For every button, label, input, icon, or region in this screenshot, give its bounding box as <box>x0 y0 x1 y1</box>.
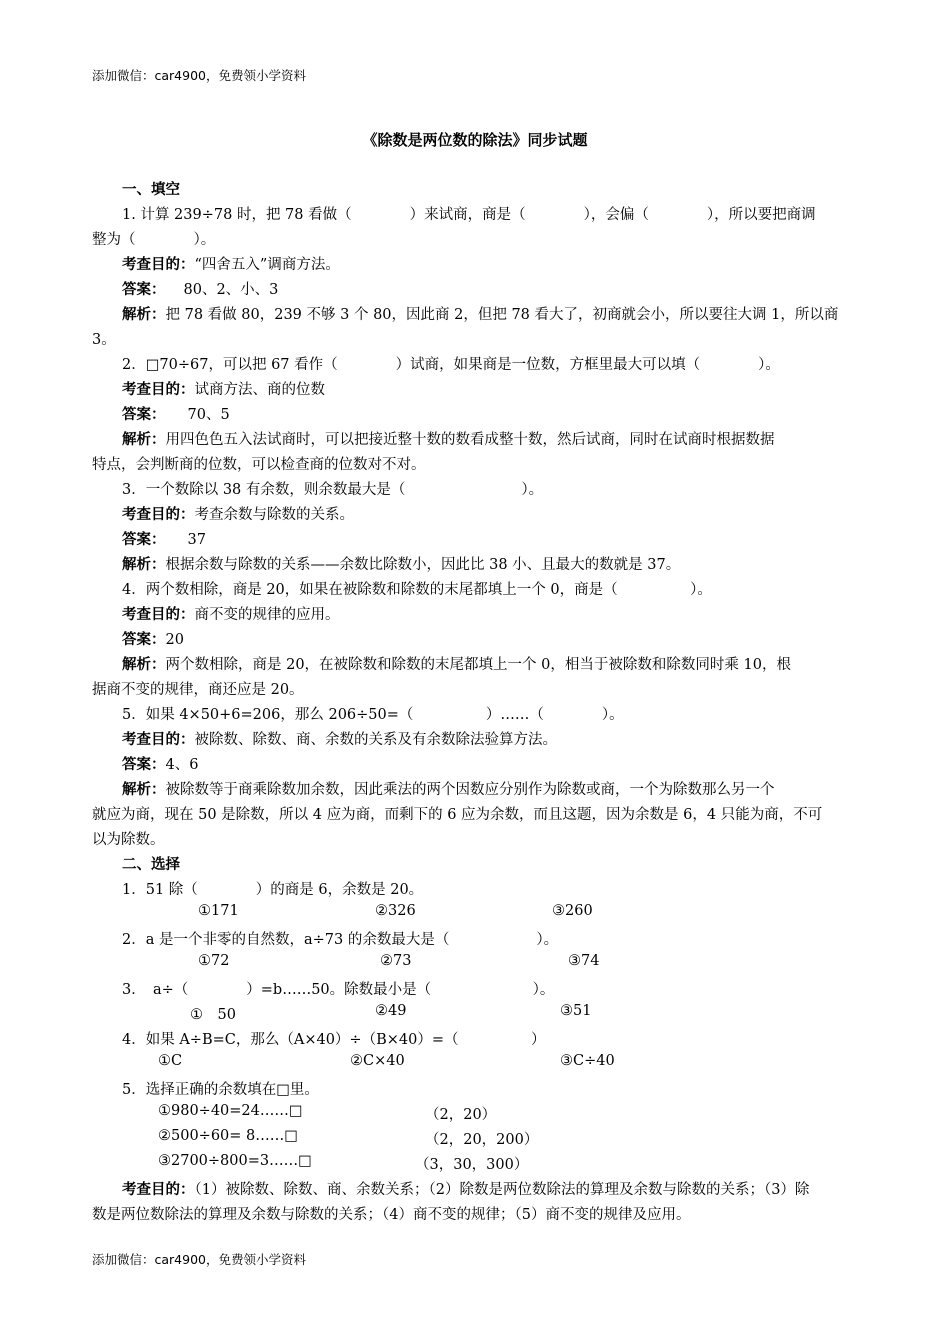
choice-purpose-cont: 数是两位数除法的算理及余数与除数的关系；（4）商不变的规律；（5）商不变的规律及应用。 <box>92 1207 691 1223</box>
answer-text: 37 <box>187 532 206 548</box>
answer-text: 4、6 <box>165 757 199 773</box>
choice-1-option-a: ①171 <box>198 903 239 919</box>
question-2-answer <box>122 403 230 424</box>
purpose-label: 考查目的： <box>122 1182 195 1198</box>
question-2-analysis <box>122 428 775 449</box>
choice-2-option-c: ③74 <box>568 953 600 969</box>
choice-2-option-a: ①72 <box>198 953 230 969</box>
answer-label: 答案： <box>122 532 166 548</box>
answer-label: 答案： <box>122 282 166 298</box>
analysis-text: 把 78 看做 80，239 不够 3 个 80，因此商 2，但把 78 看大了，初商就会小，所以要往大调 1，所以商 <box>165 307 839 323</box>
question-5-purpose <box>122 728 557 749</box>
purpose-text: 商不变的规律的应用。 <box>194 607 340 623</box>
answer-label: 答案： <box>122 407 166 423</box>
question-5-analysis-cont: 就应为商，现在 50 是除数，所以 4 应为商，而剩下的 6 应为余数，而且这题，因为余数是 6，4 只能为商，不可 <box>92 807 823 823</box>
analysis-text: 两个数相除，商是 20，在被除数和除数的末尾都填上一个 0，相当于被除数和除数同时乘 10，根 <box>165 657 791 673</box>
choice-3-option-b: ②49 <box>375 1003 407 1019</box>
purpose-label: 考查目的： <box>122 507 195 523</box>
analysis-text: 根据余数与除数的关系——余数比除数小，因此比 38 小、且最大的数就是 37。 <box>165 557 681 573</box>
question-5-analysis <box>122 778 775 799</box>
choice-1-option-b: ②326 <box>375 903 416 919</box>
choice-4-option-c: ③C÷40 <box>560 1053 615 1069</box>
choice-question-2: 2．a 是一个非零的自然数，a÷73 的余数最大是（ ）。 <box>122 932 559 948</box>
purpose-label: 考查目的： <box>122 607 195 623</box>
choice-5-item-3: ③2700÷800=3……□ <box>158 1153 312 1169</box>
question-3-answer <box>122 528 206 549</box>
question-1-purpose <box>122 253 340 274</box>
choice-question-1: 1．51 除（ ）的商是 6，余数是 20。 <box>122 882 424 898</box>
choice-5-item-1: ①980÷40=24……□ <box>158 1103 303 1119</box>
answer-label: 答案： <box>122 757 166 773</box>
question-2-purpose <box>122 378 325 399</box>
choice-3-option-a: ① 50 <box>190 1007 236 1023</box>
purpose-label: 考查目的： <box>122 257 195 273</box>
analysis-label: 解析： <box>122 782 166 798</box>
analysis-label: 解析： <box>122 557 166 573</box>
choice-4-option-a: ①C <box>158 1053 183 1069</box>
question-5-answer <box>122 753 198 774</box>
purpose-text: “四舍五入”调商方法。 <box>194 257 340 273</box>
question-1-line1: 1. 计算 239÷78 时，把 78 看做（ ）来试商，商是（ ），会偏（ ），所以要把商调 <box>122 207 816 223</box>
question-4-line1: 4．两个数相除，商是 20，如果在被除数和除数的末尾都填上一个 0，商是（ ）。 <box>122 582 712 598</box>
question-1-analysis <box>122 303 838 324</box>
purpose-text: 考查余数与除数的关系。 <box>194 507 354 523</box>
answer-text: 20 <box>165 632 184 648</box>
section-fill-blank-heading: 一、填空 <box>122 182 180 198</box>
question-5-line1: 5．如果 4×50+6=206，那么 206÷50=（ ）……（ ）。 <box>122 707 624 723</box>
analysis-label: 解析： <box>122 657 166 673</box>
question-4-analysis-cont: 据商不变的规律，商还应是 20。 <box>92 682 304 698</box>
question-1-analysis-cont: 3。 <box>92 332 116 348</box>
choice-question-3: 3． a÷（ ）=b……50。除数最小是（ ）。 <box>122 982 555 998</box>
purpose-label: 考查目的： <box>122 732 195 748</box>
choice-question-5: 5．选择正确的余数填在□里。 <box>122 1082 319 1098</box>
purpose-text: （1）被除数、除数、商、余数关系；（2）除数是两位数除法的算理及余数与除数的关系；（3）除 <box>194 1182 810 1198</box>
choice-5-item-1-choices: （2，20） <box>425 1107 497 1123</box>
question-4-analysis <box>122 653 791 674</box>
purpose-text: 被除数、除数、商、余数的关系及有余数除法验算方法。 <box>194 732 557 748</box>
analysis-label: 解析： <box>122 307 166 323</box>
choice-3-option-c: ③51 <box>560 1003 592 1019</box>
question-1-line2: 整为（ ）。 <box>92 232 216 248</box>
question-3-purpose <box>122 503 354 524</box>
choice-2-option-b: ②73 <box>380 953 412 969</box>
choice-question-4: 4．如果 A÷B=C，那么（A×40）÷（B×40）=（ ） <box>122 1032 546 1048</box>
page-footer: 添加微信：car4900，免费领小学资料 <box>92 1252 306 1267</box>
question-3-analysis <box>122 553 680 574</box>
question-2-line1: 2．□70÷67，可以把 67 看作（ ）试商，如果商是一位数，方框里最大可以填（ ）。 <box>122 357 780 373</box>
question-4-purpose <box>122 603 340 624</box>
answer-label: 答案： <box>122 632 166 648</box>
analysis-text: 用四色色五入法试商时，可以把接近整十数的数看成整十数，然后试商，同时在试商时根据数据 <box>165 432 775 448</box>
section-choice-heading: 二、选择 <box>122 857 180 873</box>
choice-purpose <box>122 1178 809 1199</box>
purpose-label: 考查目的： <box>122 382 195 398</box>
question-5-analysis-cont2: 以为除数。 <box>92 832 165 848</box>
question-1-answer <box>122 278 278 299</box>
choice-5-item-3-choices: （3，30，300） <box>415 1157 529 1173</box>
analysis-label: 解析： <box>122 432 166 448</box>
page-title: 《除数是两位数的除法》同步试题 <box>362 131 588 149</box>
choice-1-option-c: ③260 <box>552 903 593 919</box>
question-4-answer <box>122 628 184 649</box>
choice-5-item-2-choices: （2，20，200） <box>425 1132 539 1148</box>
purpose-text: 试商方法、商的位数 <box>194 382 325 398</box>
question-2-analysis-cont: 特点，会判断商的位数，可以检查商的位数对不对。 <box>92 457 426 473</box>
answer-text: 70、5 <box>187 407 230 423</box>
analysis-text: 被除数等于商乘除数加余数，因此乘法的两个因数应分别作为除数或商，一个为除数那么另一个 <box>165 782 775 798</box>
question-3-line1: 3．一个数除以 38 有余数，则余数最大是（ ）。 <box>122 482 544 498</box>
choice-5-item-2: ②500÷60= 8……□ <box>158 1128 298 1144</box>
choice-4-option-b: ②C×40 <box>350 1053 405 1069</box>
page-header: 添加微信：car4900，免费领小学资料 <box>92 68 306 83</box>
answer-text: 80、2、小、3 <box>183 282 279 298</box>
